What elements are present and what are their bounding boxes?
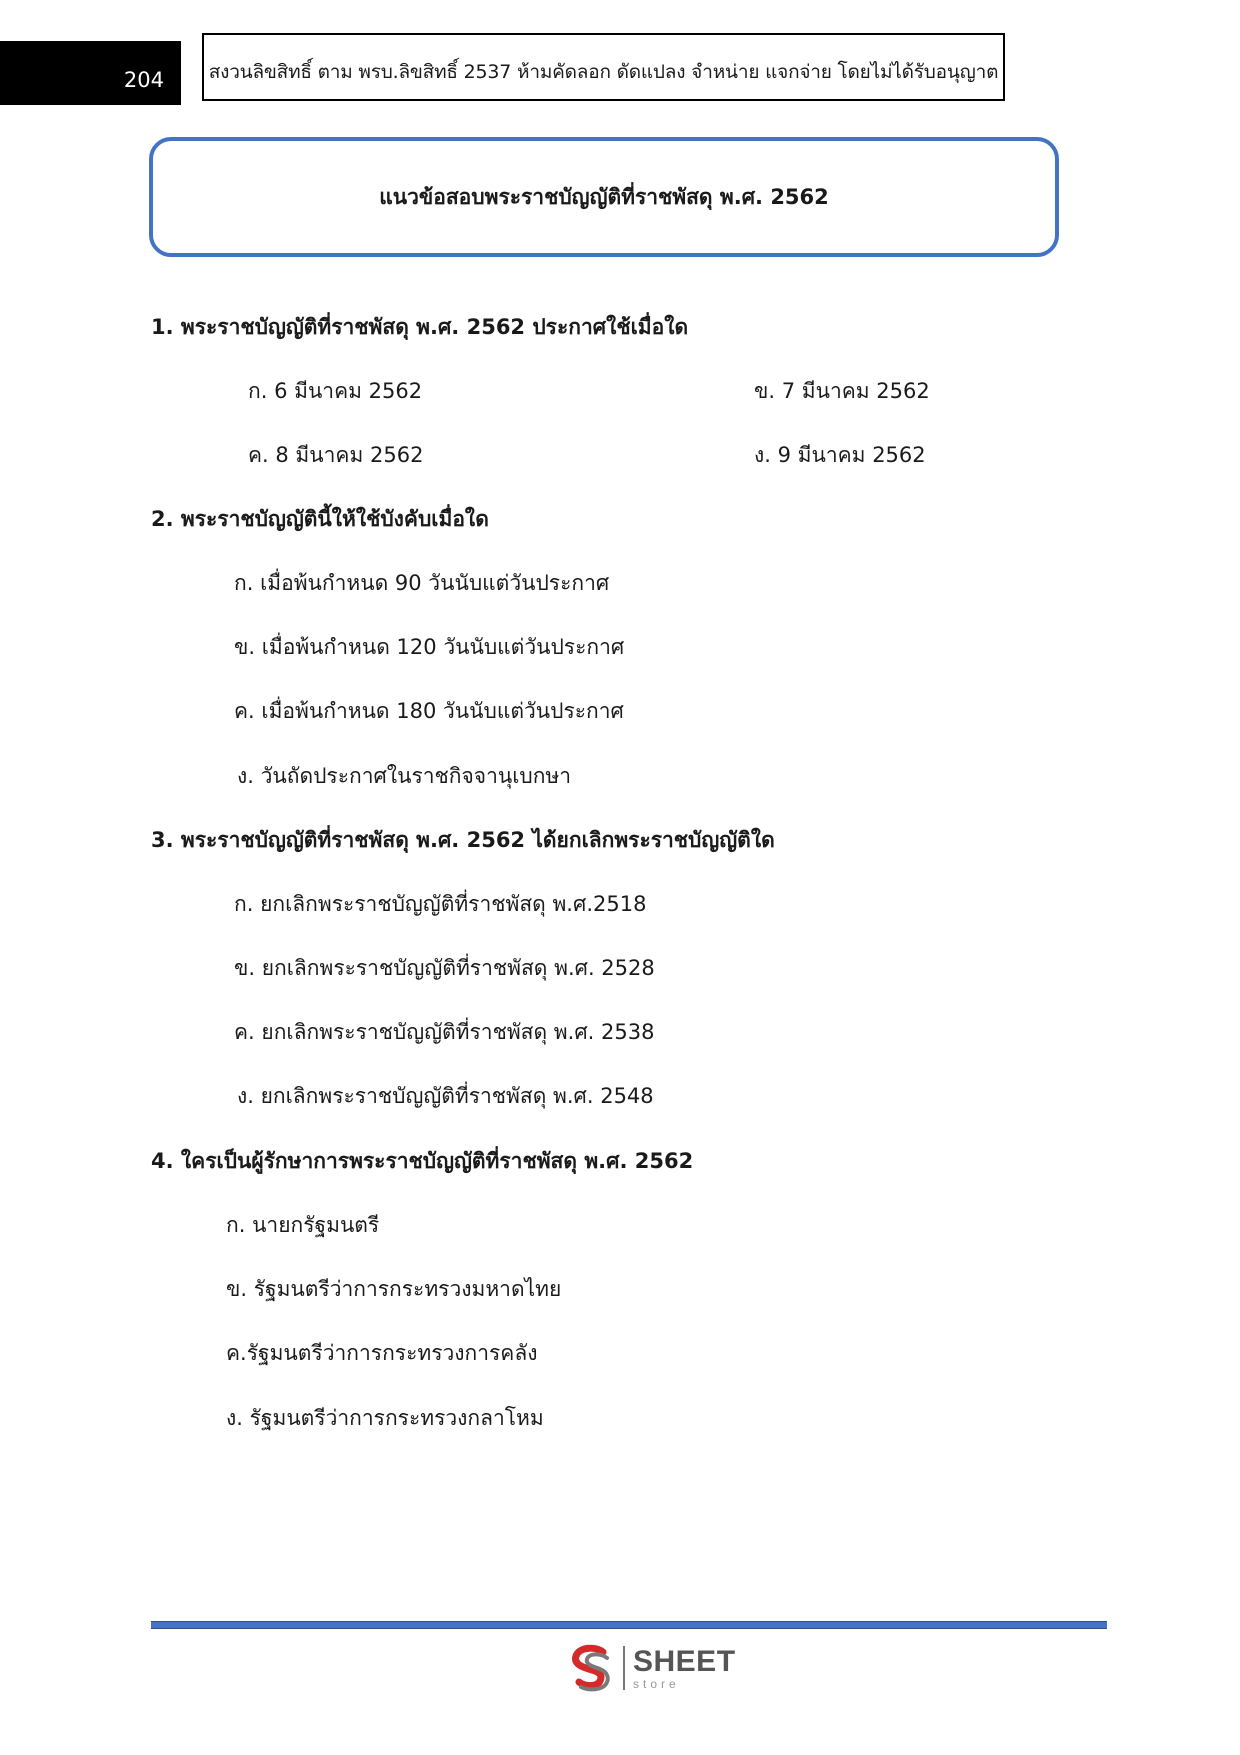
copyright-notice: สงวนลิขสิทธิ์ ตาม พรบ.ลิขสิทธิ์ 2537 ห้ามคัดลอก ดัดแปลง จำหน่าย แจกจ่าย โดยไม่ได้รับอนุญาต xyxy=(202,33,1005,101)
question-2-option-c: ค. เมื่อพ้นกำหนด 180 วันนับแต่วันประกาศ xyxy=(234,699,624,723)
page-number: 204 xyxy=(0,41,181,105)
question-2-option-b: ข. เมื่อพ้นกำหนด 120 วันนับแต่วันประกาศ xyxy=(234,635,625,659)
question-2-option-d: ง. วันถัดประกาศในราชกิจจานุเบกษา xyxy=(237,764,572,788)
logo-divider xyxy=(623,1646,625,1690)
question-3-option-a: ก. ยกเลิกพระราชบัญญัติที่ราชพัสดุ พ.ศ.2518 xyxy=(234,892,647,916)
logo-wordmark: SHEET xyxy=(633,1644,736,1678)
question-1-option-c: ค. 8 มีนาคม 2562 xyxy=(248,443,424,467)
question-2-option-a: ก. เมื่อพ้นกำหนด 90 วันนับแต่วันประกาศ xyxy=(234,571,610,595)
question-3-option-b: ข. ยกเลิกพระราชบัญญัติที่ราชพัสดุ พ.ศ. 2528 xyxy=(234,956,655,980)
question-4-option-d: ง. รัฐมนตรีว่าการกระทรวงกลาโหม xyxy=(226,1406,544,1430)
question-4-option-c: ค.รัฐมนตรีว่าการกระทรวงการคลัง xyxy=(226,1341,538,1365)
page-title: แนวข้อสอบพระราชบัญญัติที่ราชพัสดุ พ.ศ. 2562 xyxy=(149,137,1059,257)
question-1-option-a: ก. 6 มีนาคม 2562 xyxy=(248,379,423,403)
question-2: 2. พระราชบัญญัตินี้ให้ใช้บังคับเมื่อใด xyxy=(151,507,489,531)
question-4-option-b: ข. รัฐมนตรีว่าการกระทรวงมหาดไทย xyxy=(226,1277,562,1301)
footer-divider xyxy=(151,1621,1107,1629)
question-4-option-a: ก. นายกรัฐมนตรี xyxy=(226,1213,380,1237)
question-3: 3. พระราชบัญญัติที่ราชพัสดุ พ.ศ. 2562 ได้ยกเลิกพระราชบัญญัติใด xyxy=(151,828,775,852)
question-4: 4. ใครเป็นผู้รักษาการพระราชบัญญัติที่ราชพัสดุ พ.ศ. 2562 xyxy=(151,1149,694,1173)
sheet-store-logo xyxy=(565,1640,736,1696)
sheet-store-logo-icon xyxy=(565,1642,617,1694)
question-1: 1. พระราชบัญญัติที่ราชพัสดุ พ.ศ. 2562 ประกาศใช้เมื่อใด xyxy=(151,315,689,339)
question-3-option-d: ง. ยกเลิกพระราชบัญญัติที่ราชพัสดุ พ.ศ. 2548 xyxy=(237,1084,654,1108)
logo-subtext: store xyxy=(633,1676,680,1691)
question-3-option-c: ค. ยกเลิกพระราชบัญญัติที่ราชพัสดุ พ.ศ. 2538 xyxy=(234,1020,655,1044)
question-1-option-d: ง. 9 มีนาคม 2562 xyxy=(754,443,926,467)
question-1-option-b: ข. 7 มีนาคม 2562 xyxy=(754,379,930,403)
